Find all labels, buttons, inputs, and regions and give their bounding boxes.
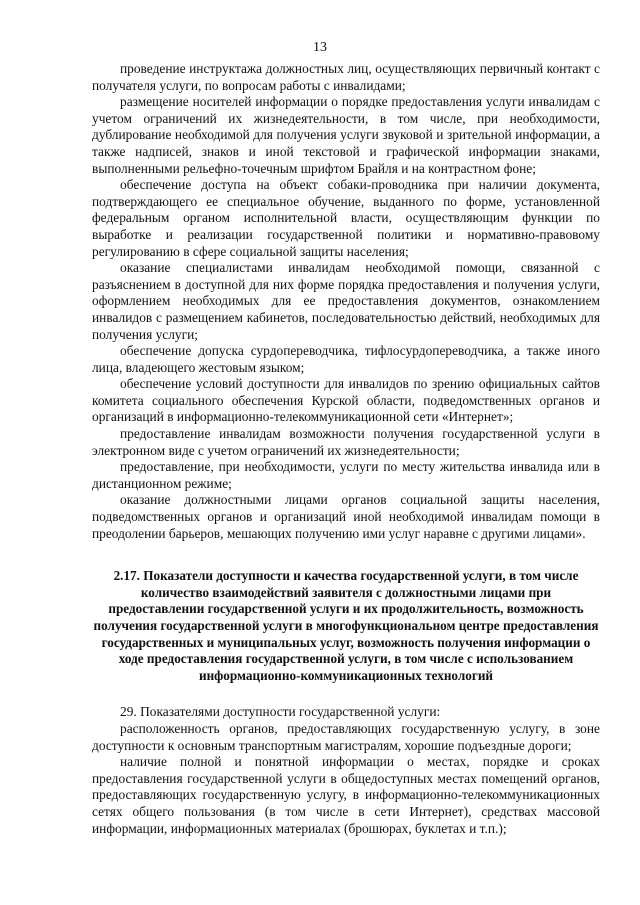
paragraph: предоставление инвалидам возможности получения государственной услуги в электронном виде с учетом ограничений их жизнедеятельности; — [92, 426, 600, 458]
paragraph: оказание должностными лицами органов социальной защиты населения, подведомственных органов и организаций иной необходимой инвалидам помощи в преодолении барьеров, мешающих получению ими услуг наравне с другими лицами». — [92, 492, 600, 541]
paragraph: расположенность органов, предоставляющих государственную услугу, в зоне доступности к основным транспортным магистралям, хорошие подъездные дороги; — [92, 720, 600, 753]
document-body — [92, 61, 600, 837]
paragraph: предоставление, при необходимости, услуги по месту жительства инвалида или в дистанционном режиме; — [92, 459, 600, 491]
paragraph: наличие полной и понятной информации о местах, порядке и сроках предоставления государственной услуги в общедоступных местах помещений органов, предоставляющих государственную услугу, в информационно-телекоммуникационных сетях общего пользования (в том числе в сети Интернет), средствах массовой информации, информационных материалах (брошюрах, буклетах и т.п.); — [92, 754, 600, 836]
section-heading: 2.17. Показатели доступности и качества государственной услуги, в том числе количество взаимодействий заявителя с должностными лицами при предоставлении государственной услуги и их продолжительность, возможность получения государственной услуги в многофункциональном центре предоставления государственных и муниципальных услуг, возможность получения информации о ходе предоставления государственной услуги, в том числе с использованием информационно-коммуникационных технологий — [93, 568, 599, 683]
paragraph: обеспечение условий доступности для инвалидов по зрению официальных сайтов комитета социального обеспечения Курской области, подведомственных органов и организаций в информационно-телекоммуникационной сети «Интернет»; — [92, 376, 600, 425]
paragraph: оказание специалистами инвалидам необходимой помощи, связанной с разъяснением в доступной для них форме порядка предоставления и получения услуги, оформлением необходимых для ее предоставления документов, ознакомлением инвалидов с размещением кабинетов, последовательностью действий, необходимых для получения услуги; — [92, 260, 600, 342]
paragraph: размещение носителей информации о порядке предоставления услуги инвалидам с учетом ограничений их жизнедеятельности, в том числе, при необходимости, дублирование необходимой для получения услуги звуковой и зрительной информации, а также надписей, знаков и иной текстовой и графической информации знаками, выполненными рельефно-точечным шрифтом Брайля и на контрастном фоне; — [92, 94, 600, 176]
page-number: 13 — [313, 40, 327, 55]
paragraph: обеспечение допуска сурдопереводчика, тифлосурдопереводчика, а также иного лица, владеющего жестовым языком; — [92, 343, 600, 375]
paragraph: 29. Показателями доступности государственной услуги: — [120, 704, 441, 720]
paragraph: проведение инструктажа должностных лиц, осуществляющих первичный контакт с получателя услуги, по вопросам работы с инвалидами; — [92, 61, 600, 93]
paragraph: обеспечение доступа на объект собаки-проводника при наличии документа, подтверждающего ее специальное обучение, выданного по форме, установленной федеральным органом исполнительной власти, осуществляющим функции по выработке и реализации государственной политики и нормативно-правовому регулированию в сфере социальной защиты населения; — [92, 177, 600, 259]
